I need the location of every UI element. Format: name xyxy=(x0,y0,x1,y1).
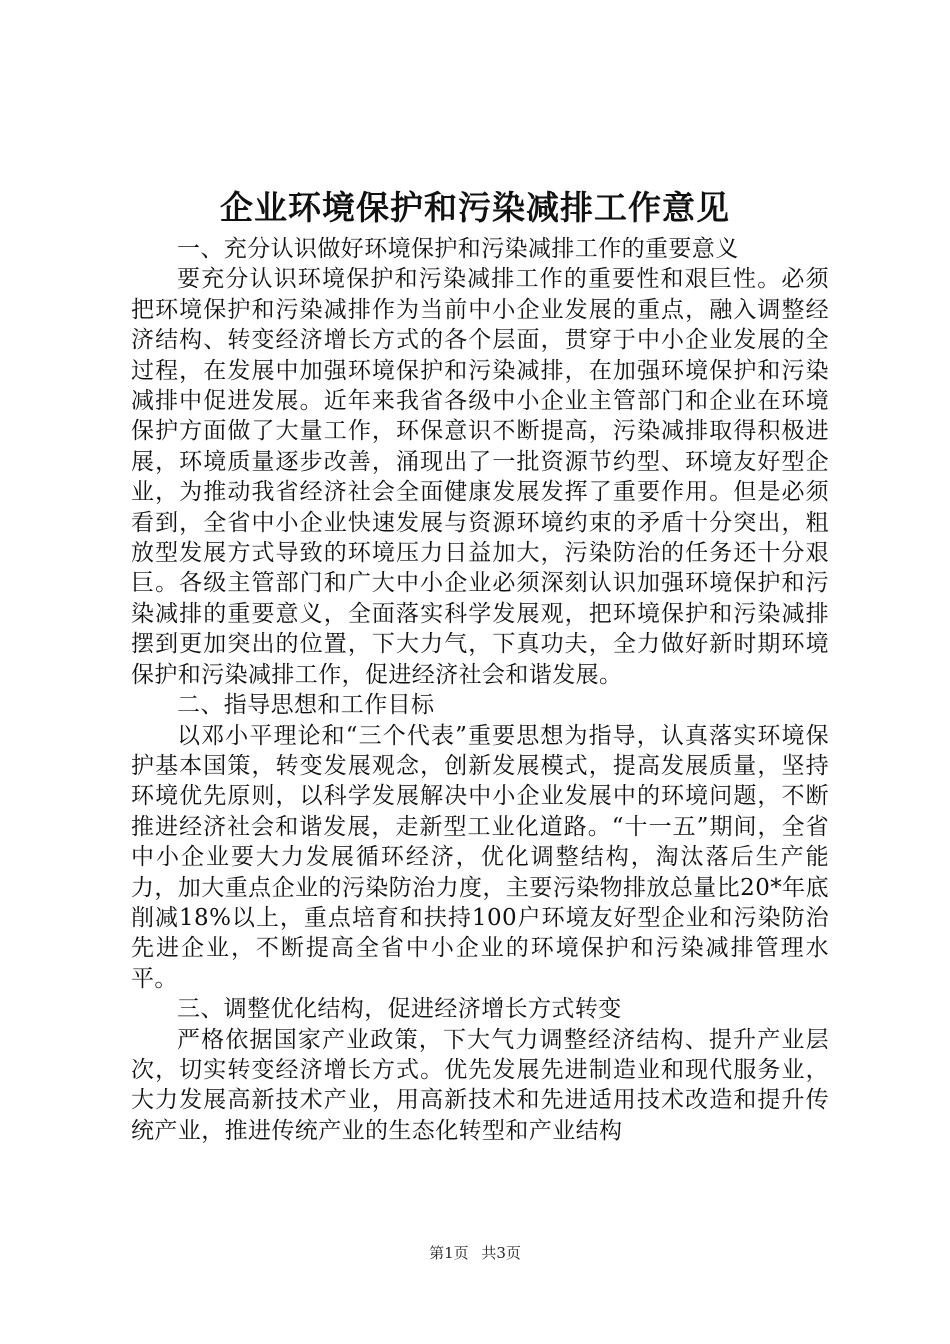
section-heading-3: 三、调整优化结构，促进经济增长方式转变 xyxy=(177,996,622,1023)
page-number: 第1页 xyxy=(429,1244,469,1262)
section-paragraph-2: 以邓小平理论和“三个代表”重要思想为指导，认真落实环境保护基本国策，转变发展观念，创新发展模式，提高发展质量，坚持环境优先原则，以科学发展解决中小企业发展中的环境问题，不断推进经济社会和谐发展，走新型工业化道路。“十一五”期间，全省中小企业要大力发展循环经济，优化调整结构，淘汰落后生产能力，加大重点企业的污染防治力度，主要污染物排放总量比20*年底削减18%以上，重点培育和扶持100户环境友好型企业和污染防治先进企业，不断提高全省中小企业的环境保护和污染减排管理水平。 xyxy=(131,722,829,992)
page-footer xyxy=(0,1243,950,1263)
document-body xyxy=(131,234,829,1146)
page-total: 共3页 xyxy=(481,1244,521,1262)
section-heading-2: 二、指导思想和工作目标 xyxy=(177,692,435,719)
section-paragraph-3: 严格依据国家产业政策，下大气力调整经济结构、提升产业层次，切实转变经济增长方式。优先发展先进制造业和现代服务业，大力发展高新技术产业，用高新技术和先进适用技术改造和提升传统产业，推进传统产业的生态化转型和产业结构 xyxy=(131,1026,829,1144)
section-paragraph-1: 要充分认识环境保护和污染减排工作的重要性和艰巨性。必须把环境保护和污染减排作为当前中小企业发展的重点，融入调整经济结构、转变经济增长方式的各个层面，贯穿于中小企业发展的全过程，在发展中加强环境保护和污染减排，在加强环境保护和污染减排中促进发展。近年来我省各级中小企业主管部门和企业在环境保护方面做了大量工作，环保意识不断提高，污染减排取得积极进展，环境质量逐步改善，涌现出了一批资源节约型、环境友好型企业，为推动我省经济社会全面健康发展发挥了重要作用。但是必须看到，全省中小企业快速发展与资源环境约束的矛盾十分突出，粗放型发展方式导致的环境压力日益加大，污染防治的任务还十分艰巨。各级主管部门和广大中小企业必须深刻认识加强环境保护和污染减排的重要意义，全面落实科学发展观，把环境保护和污染减排摆到更加突出的位置，下大力气，下真功夫，全力做好新时期环境保护和污染减排工作，促进经济社会和谐发展。 xyxy=(131,266,829,688)
section-heading-1: 一、充分认识做好环境保护和污染减排工作的重要意义 xyxy=(177,236,739,262)
document-title: 企业环境保护和污染减排工作意见 xyxy=(220,188,730,227)
